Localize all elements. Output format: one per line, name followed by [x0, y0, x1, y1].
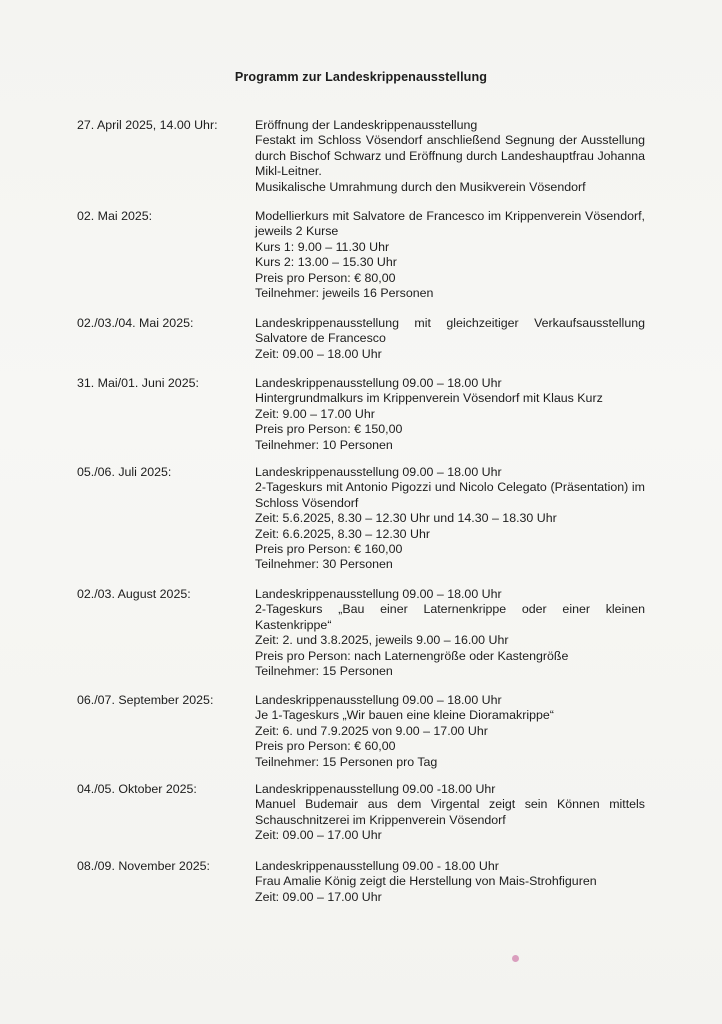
entry-line: Kurs 2: 13.00 – 15.30 Uhr [255, 255, 397, 270]
entry-description [255, 782, 645, 844]
entry-line: Zeit: 6. und 7.9.2025 von 9.00 – 17.00 Uhr [255, 723, 488, 738]
entry-date: 04./05. Oktober 2025: [77, 782, 197, 796]
entry-line: Preis pro Person: € 160,00 [255, 542, 403, 557]
entry-line: Je 1-Tageskurs „Wir bauen eine kleine Dioramakrippe“ [255, 708, 554, 723]
entry-line: Eröffnung der Landeskrippenausstellung [255, 118, 478, 132]
entry-line: Teilnehmer: 30 Personen [255, 557, 393, 572]
entry-description [255, 118, 645, 195]
entry-line: Teilnehmer: 15 Personen [255, 664, 393, 679]
entry-line: Landeskrippenausstellung 09.00 – 18.00 Uhr [255, 587, 502, 601]
entry-line: Zeit: 5.6.2025, 8.30 – 12.30 Uhr und 14.30 – 18.30 Uhr [255, 511, 557, 526]
entry-description [255, 376, 645, 453]
entry-line: Preis pro Person: € 80,00 [255, 270, 396, 285]
entry-line: 2-Tageskurs „Bau einer Laternenkrippe oder einer kleinen Kastenkrippe“ [255, 602, 645, 632]
entry-line: Zeit: 6.6.2025, 8.30 – 12.30 Uhr [255, 526, 430, 541]
entry-line: Landeskrippenausstellung 09.00 – 18.00 Uhr [255, 376, 502, 390]
entry-line: Landeskrippenausstellung 09.00 - 18.00 Uhr [255, 859, 499, 873]
entry-date: 27. April 2025, 14.00 Uhr: [77, 118, 218, 132]
entry-line: Preis pro Person: € 150,00 [255, 422, 403, 437]
entry-line: Teilnehmer: 15 Personen pro Tag [255, 754, 438, 769]
entry-line: Manuel Budemair aus dem Virgental zeigt sein Können mittels Schauschnitzerei im Krippenverein Vösendorf [255, 797, 645, 827]
entry-line: Preis pro Person: € 60,00 [255, 739, 396, 754]
entry-description [255, 587, 645, 679]
entry-line: Teilnehmer: jeweils 16 Personen [255, 286, 434, 301]
entry-description [255, 693, 645, 770]
entry-line: Musikalische Umrahmung durch den Musikverein Vösendorf [255, 179, 586, 194]
entry-line: Landeskrippenausstellung mit gleichzeitiger Verkaufsausstellung Salvatore de Francesco [255, 316, 645, 346]
entry-line: Hintergrundmalkurs im Krippenverein Vösendorf mit Klaus Kurz [255, 391, 603, 406]
entry-description [255, 209, 645, 301]
ink-spot [512, 955, 519, 962]
entry-line: Landeskrippenausstellung 09.00 -18.00 Uhr [255, 782, 496, 796]
entry-line: Preis pro Person: nach Laternengröße oder Kastengröße [255, 648, 569, 663]
entry-line: Zeit: 2. und 3.8.2025, jeweils 9.00 – 16.00 Uhr [255, 633, 509, 648]
entry-description [255, 465, 645, 573]
entry-date: 05./06. Juli 2025: [77, 465, 172, 479]
entry-date: 06./07. September 2025: [77, 693, 214, 707]
entry-line: Kurs 1: 9.00 – 11.30 Uhr [255, 239, 390, 254]
entry-date: 02./03./04. Mai 2025: [77, 316, 194, 330]
entry-line: Zeit: 09.00 – 18.00 Uhr [255, 346, 382, 361]
entry-date: 02./03. August 2025: [77, 587, 191, 601]
entry-line: Zeit: 09.00 – 17.00 Uhr [255, 828, 382, 843]
entry-line: Zeit: 9.00 – 17.00 Uhr [255, 406, 375, 421]
entry-description [255, 316, 645, 362]
entry-line: Festakt im Schloss Vösendorf anschließend Segnung der Ausstellung durch Bischof Schwarz und Eröffnung durch Landeshauptfrau Johanna Mikl-Leitner. [255, 133, 645, 179]
page-title: Programm zur Landeskrippenausstellung [234, 70, 488, 84]
entry-date: 02. Mai 2025: [77, 209, 153, 223]
entry-date: 08./09. November 2025: [77, 859, 210, 873]
entry-line: Landeskrippenausstellung 09.00 – 18.00 Uhr [255, 693, 502, 707]
entry-description [255, 859, 645, 905]
entry-date: 31. Mai/01. Juni 2025: [77, 376, 199, 390]
entry-line: Zeit: 09.00 – 17.00 Uhr [255, 889, 382, 904]
entry-line: 2-Tageskurs mit Antonio Pigozzi und Nicolo Celegato (Präsentation) im Schloss Vösendorf [255, 480, 645, 510]
entry-line: Frau Amalie König zeigt die Herstellung von Mais-Strohfiguren [255, 874, 597, 889]
entry-line: Modellierkurs mit Salvatore de Francesco im Krippenverein Vösendorf, jeweils 2 Kurse [255, 209, 645, 239]
entry-line: Landeskrippenausstellung 09.00 – 18.00 Uhr [255, 465, 502, 479]
entry-line: Teilnehmer: 10 Personen [255, 437, 393, 452]
